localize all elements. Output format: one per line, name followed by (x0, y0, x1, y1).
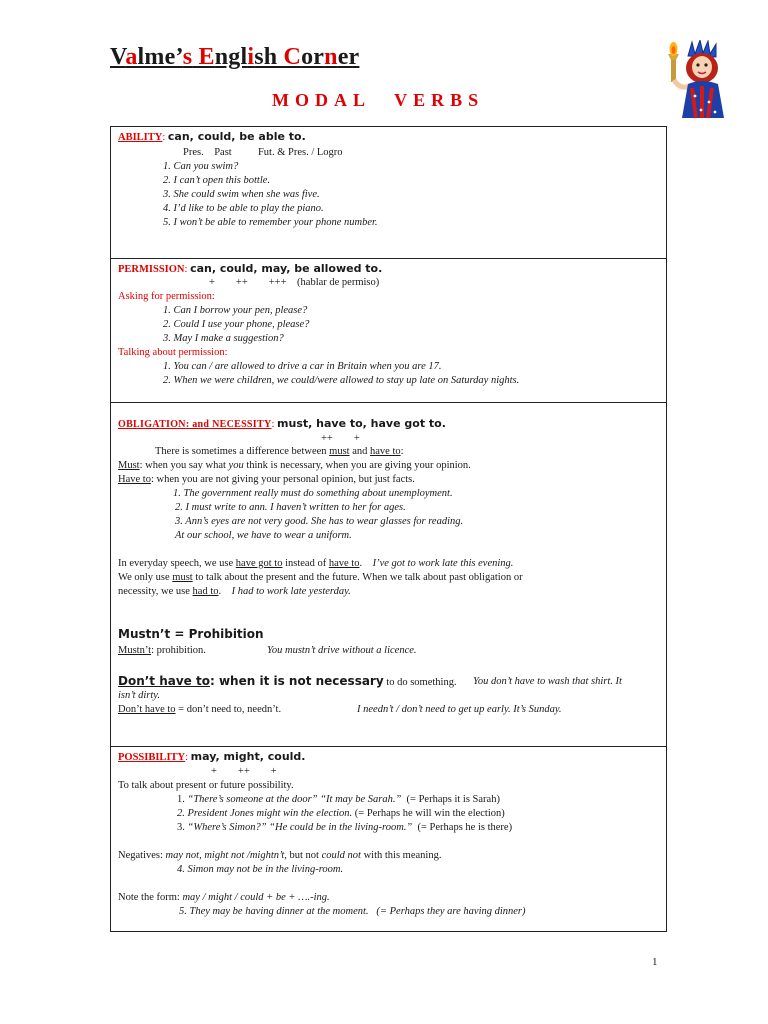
permission-heading-line: PERMISSION: can, could, may, be allowed to. (118, 262, 383, 275)
possibility-example: 2. President Jones might win the election. (= Perhaps he will win the election) (177, 808, 505, 819)
possibility-markers: + ++ + (211, 766, 277, 777)
dont-have-to-example-cont: isn’t dirty. (118, 690, 161, 701)
difference-line: There is sometimes a difference between must and have to: (155, 446, 404, 457)
everyday-speech-line: In everyday speech, we use have got to instead of have to. I’ve got to work late this evening. (118, 558, 514, 569)
permission-markers: + ++ +++ (hablar de permiso) (209, 277, 380, 288)
statue-of-liberty-cartoon-image (668, 40, 736, 120)
title-part: er (337, 44, 360, 70)
obligation-example: 2. I must write to ann. I haven’t written to her for ages. (175, 502, 406, 513)
needn-t-example: I needn’t / don’t need to get up early. It’s Sunday. (357, 704, 562, 715)
title-part: s (182, 44, 193, 70)
negatives-line: Negatives: may not, might not /mightn’t, but not could not with this meaning. (118, 850, 442, 861)
possibility-example: 3. “Where’s Simon?” “He could be in the living-room.” (= Perhaps he is there) (177, 822, 513, 833)
title-part: n (324, 44, 338, 70)
mustnt-line: Mustn’t: prohibition. (118, 645, 206, 656)
ability-verbs: can, could, be able to. (167, 130, 306, 143)
ability-example: 1. Can you swim? (163, 161, 239, 172)
title-part: sh (254, 44, 284, 70)
title-part: or (301, 44, 325, 70)
ability-heading-line: ABILITY: can, could, be able to. (118, 130, 306, 143)
ability-heading: ABILITY (118, 132, 163, 143)
negatives-example: 4. Simon may not be in the living-room. (177, 864, 344, 875)
permission-example: 2. When we were children, we could/were allowed to stay up late on Saturday nights. (163, 375, 520, 386)
permission-example: 3. May I make a suggestion? (163, 333, 284, 344)
obligation-heading-line: OBLIGATION: and NECESSITY: must, have to, have got to. (118, 417, 446, 430)
permission-heading: PERMISSION (118, 264, 185, 275)
possibility-verbs: may, might, could. (190, 750, 306, 763)
section-obligation (111, 403, 666, 747)
ability-example: 4. I’d like to be able to play the piano. (163, 203, 324, 214)
ability-tenses: Pres. Past Fut. & Pres. / Logro (183, 147, 343, 158)
obligation-example: At our school, we have to wear a uniform. (175, 530, 352, 541)
title-part: ngl (214, 44, 248, 70)
obligation-example: 1. The government really must do something about unemployment. (173, 488, 453, 499)
section-ability (111, 127, 666, 259)
section-possibility (111, 747, 666, 931)
obligation-example: 3. Ann’s eyes are not very good. She has to wear glasses for reading. (175, 516, 464, 527)
must-definition: Must: when you say what you think is necessary, when you are giving your opinion. (118, 460, 471, 471)
permission-example: 2. Could I use your phone, please? (163, 319, 310, 330)
modal-verbs-table (110, 126, 667, 932)
title-part: lme’ (137, 44, 183, 70)
only-must-line: We only use must to talk about the present and the future. When we talk about past obligation or (118, 572, 523, 583)
permission-example: 1. You can / are allowed to drive a car in Britain when you are 17. (163, 361, 442, 372)
mustnt-example: You mustn’t drive without a licence. (267, 645, 417, 656)
ability-example: 5. I won’t be able to remember your phone number. (163, 217, 378, 228)
necessity-line: necessity, we use had to. I had to work late yesterday. (118, 586, 351, 597)
dont-have-to-heading-line: Don’t have to: when it is not necessary to do something. (118, 674, 457, 688)
obligation-verbs: must, have to, have got to. (277, 417, 446, 430)
title-part: E (198, 44, 215, 70)
ability-example: 2. I can’t open this bottle. (163, 175, 271, 186)
ability-example: 3. She could swim when she was five. (163, 189, 320, 200)
permission-example: 1. Can I borrow your pen, please? (163, 305, 308, 316)
form-example: 5. They may be having dinner at the moment. (= Perhaps they are having dinner) (179, 906, 526, 917)
possibility-intro: To talk about present or future possibility. (118, 780, 294, 791)
talking-label: Talking about permission: (118, 347, 228, 358)
section-permission (111, 259, 666, 403)
mustnt-heading: Mustn’t = Prohibition (118, 627, 264, 641)
have-to-definition: Have to: when you are not giving your personal opinion, but just facts. (118, 474, 415, 485)
title-part: C (283, 44, 302, 70)
title-part: i (247, 44, 255, 70)
obligation-heading: OBLIGATION: and NECESSITY (118, 419, 272, 430)
form-line: Note the form: may / might / could + be + ….-ing. (118, 892, 330, 903)
obligation-markers: ++ + (321, 433, 360, 444)
permission-verbs: can, could, may, be allowed to. (190, 262, 383, 275)
title-part: a (125, 44, 138, 70)
title-part: V (110, 44, 126, 70)
asking-label: Asking for permission: (118, 291, 215, 302)
possibility-example: 1. “There’s someone at the door” “It may be Sarah.” (= Perhaps it is Sarah) (177, 794, 500, 805)
page-title (110, 44, 359, 71)
page-subtitle: MODAL VERBS (272, 90, 485, 110)
dont-have-to-example: You don’t have to wash that shirt. It (473, 676, 622, 687)
possibility-heading: POSSIBILITY (118, 752, 186, 763)
dont-have-to-equivalence: Don’t have to = don’t need to, needn’t. (118, 704, 282, 715)
possibility-heading-line: POSSIBILITY: may, might, could. (118, 750, 306, 763)
page-number: 1 (652, 956, 658, 968)
